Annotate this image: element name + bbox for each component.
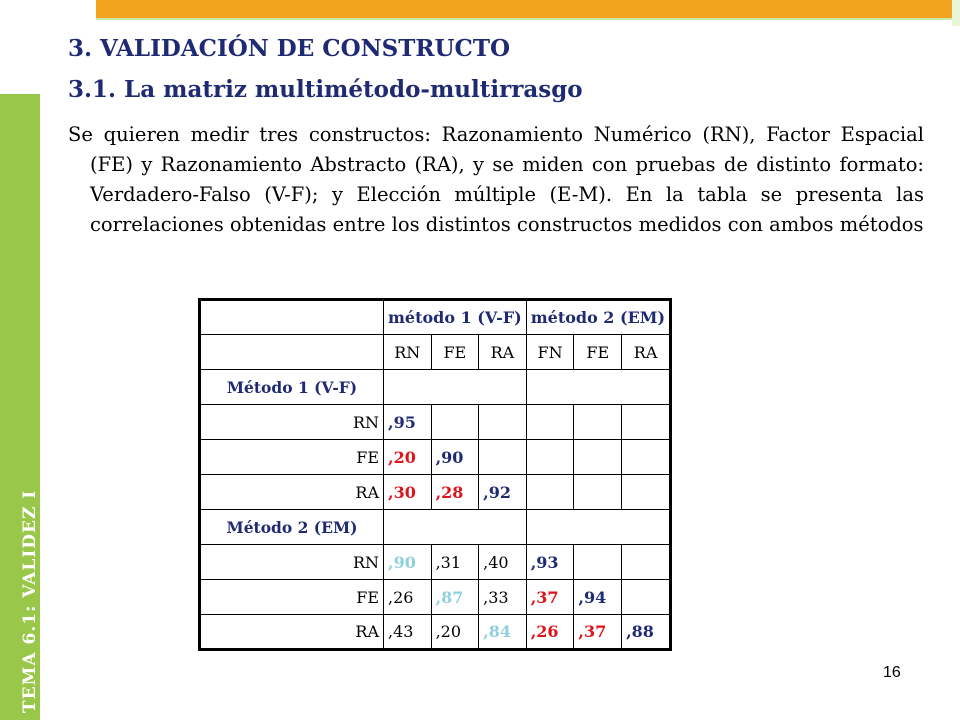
matrix-cell: ,90 xyxy=(431,440,479,475)
matrix-cell: ,92 xyxy=(479,475,527,510)
page-number: 16 xyxy=(883,664,901,681)
block1-label-row xyxy=(200,370,671,405)
row-label: RA xyxy=(200,615,384,650)
empty-span-cell xyxy=(526,370,670,405)
method1-header: método 1 (V-F) xyxy=(384,300,527,335)
subheader-cell: FN xyxy=(526,335,574,370)
subheader-cell: RN xyxy=(384,335,432,370)
matrix-cell: ,43 xyxy=(384,615,432,650)
matrix-cell xyxy=(526,440,574,475)
row-label: RN xyxy=(200,545,384,580)
row-label: FE xyxy=(200,440,384,475)
empty-subheader-cell xyxy=(200,335,384,370)
matrix-cell: ,37 xyxy=(574,615,622,650)
matrix-cell xyxy=(526,405,574,440)
intro-paragraph: Se quieren medir tres constructos: Razonamiento Numérico (RN), Factor Espacial (FE) y Razonamiento Abstracto (RA), y se miden con pruebas de distinto formato: Verdadero-Falso (V-F); y Elección múltiple (E-M). En la tabla se presenta las correlaciones obtenidas entre los distintos constructos medidos con ambos métodos xyxy=(68,123,924,236)
matrix-cell xyxy=(622,475,671,510)
empty-span-cell xyxy=(384,370,527,405)
matrix-cell xyxy=(622,545,671,580)
slide-subtitle: 3.1. La matriz multimétodo-multirrasgo xyxy=(68,76,583,103)
table-row xyxy=(200,405,671,440)
subheader-cell: RA xyxy=(479,335,527,370)
slide-title: 3. VALIDACIÓN DE CONSTRUCTO xyxy=(68,35,510,62)
side-label: TEMA 6.1: VALIDEZ I xyxy=(20,489,40,713)
matrix-cell: ,95 xyxy=(384,405,432,440)
matrix-cell: ,88 xyxy=(622,615,671,650)
corner-mark xyxy=(952,0,960,26)
empty-span-cell xyxy=(384,510,527,545)
empty-span-cell xyxy=(526,510,670,545)
method2-header: método 2 (EM) xyxy=(526,300,670,335)
matrix-cell: ,33 xyxy=(479,580,527,615)
matrix-cell: ,20 xyxy=(384,440,432,475)
subheader-cell: FE xyxy=(574,335,622,370)
method2-row-label: Método 2 (EM) xyxy=(200,510,384,545)
table-row xyxy=(200,475,671,510)
subheader-cell: FE xyxy=(431,335,479,370)
table-row xyxy=(200,615,671,650)
method1-row-label: Método 1 (V-F) xyxy=(200,370,384,405)
matrix-cell: ,37 xyxy=(526,580,574,615)
table-row xyxy=(200,440,671,475)
matrix-cell xyxy=(479,440,527,475)
matrix-cell xyxy=(574,440,622,475)
matrix-cell xyxy=(431,405,479,440)
row-label: RN xyxy=(200,405,384,440)
matrix-cell: ,84 xyxy=(479,615,527,650)
matrix-cell: ,40 xyxy=(479,545,527,580)
table-header-row xyxy=(200,300,671,335)
matrix-cell xyxy=(479,405,527,440)
matrix-cell xyxy=(574,545,622,580)
matrix-cell: ,31 xyxy=(431,545,479,580)
matrix-cell: ,93 xyxy=(526,545,574,580)
matrix-cell: ,26 xyxy=(526,615,574,650)
matrix-cell xyxy=(622,440,671,475)
matrix-cell: ,20 xyxy=(431,615,479,650)
subheader-cell: RA xyxy=(622,335,671,370)
matrix-cell: ,94 xyxy=(574,580,622,615)
matrix-cell xyxy=(574,405,622,440)
matrix-cell xyxy=(622,580,671,615)
table-row xyxy=(200,580,671,615)
matrix-cell xyxy=(574,475,622,510)
matrix-cell: ,87 xyxy=(431,580,479,615)
block2-label-row xyxy=(200,510,671,545)
top-accent-line xyxy=(96,18,960,20)
matrix-cell xyxy=(622,405,671,440)
mtmm-matrix xyxy=(198,298,672,651)
table-row xyxy=(200,545,671,580)
row-label: FE xyxy=(200,580,384,615)
empty-corner-cell xyxy=(200,300,384,335)
matrix-cell: ,30 xyxy=(384,475,432,510)
matrix-cell xyxy=(526,475,574,510)
row-label: RA xyxy=(200,475,384,510)
matrix-cell: ,90 xyxy=(384,545,432,580)
matrix-cell: ,28 xyxy=(431,475,479,510)
table-subheader-row xyxy=(200,335,671,370)
top-accent-bar xyxy=(96,0,960,18)
matrix-cell: ,26 xyxy=(384,580,432,615)
